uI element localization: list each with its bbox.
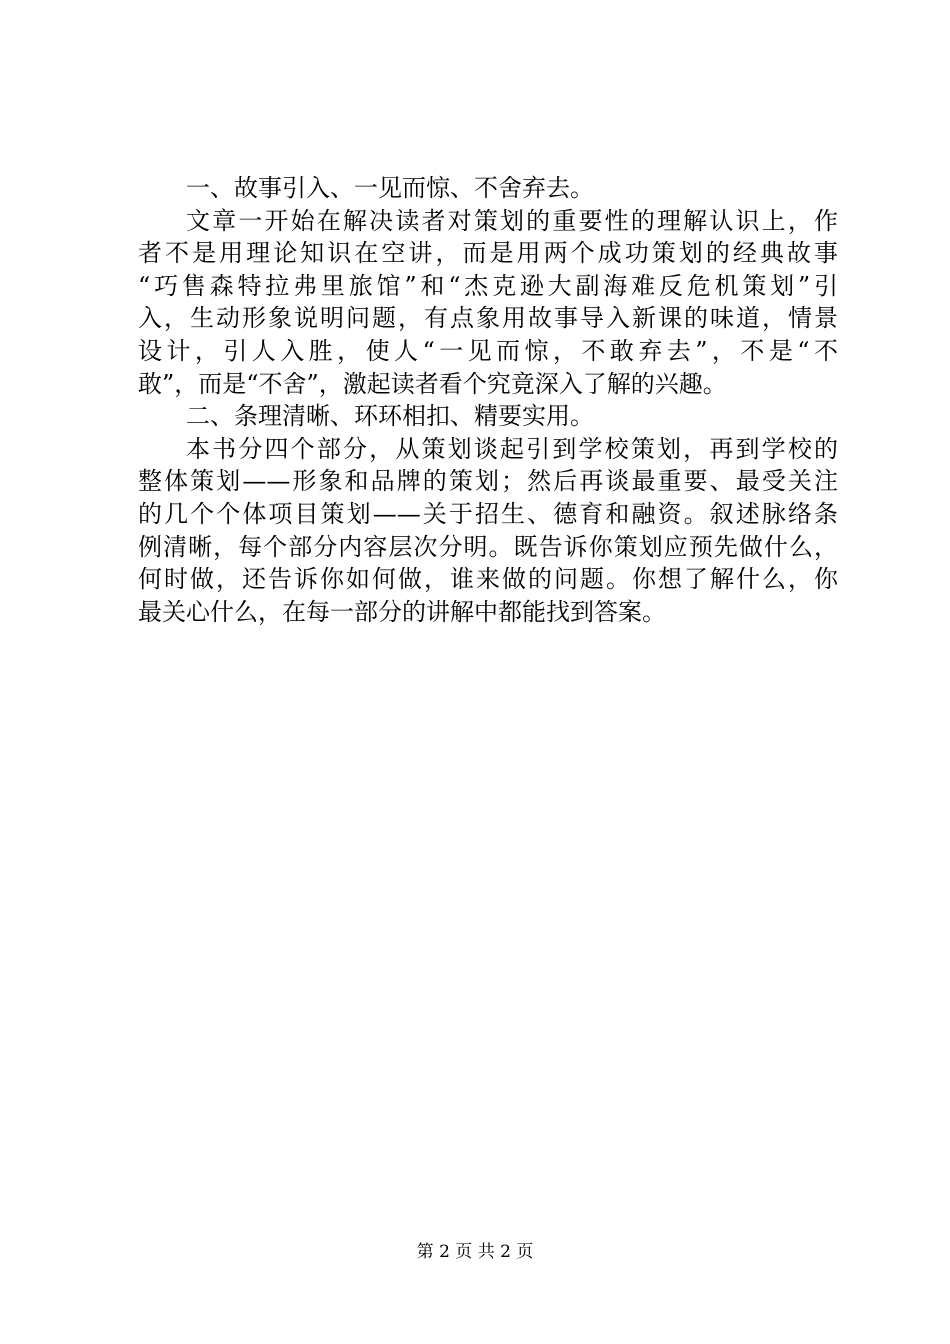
paragraph-line: 何时做，还告诉你如何做，谁来做的问题。你想了解什么，你 — [138, 565, 838, 594]
paragraph-line: 本书分四个部分，从策划谈起引到学校策划，再到学校的 — [186, 434, 838, 463]
paragraph-line: 敢”，而是“不舍”，激起读者看个究竟深入了解的兴趣。 — [138, 369, 727, 398]
document-body — [138, 172, 838, 628]
paragraph-line: “巧售森特拉弗里旅馆”和“杰克逊大副海难反危机策划”引 — [138, 271, 838, 300]
section-heading-2: 二、条理清晰、环环相扣、精要实用。 — [186, 402, 594, 431]
paragraph-line: 文章一开始在解决读者对策划的重要性的理解认识上，作 — [186, 206, 838, 235]
section-heading-1: 一、故事引入、一见而惊、不舍弃去。 — [186, 174, 594, 202]
paragraph-line: 例清晰，每个部分内容层次分明。既告诉你策划应预先做什么， — [138, 532, 838, 561]
paragraph-line: 者不是用理论知识在空讲，而是用两个成功策划的经典故事 — [138, 239, 838, 268]
page-number-footer: 第 2 页 共 2 页 — [416, 1242, 534, 1262]
paragraph-line: 设计，引人入胜，使人“一见而惊，不敢弃去”，不是“不 — [138, 336, 838, 365]
paragraph-line: 的几个个体项目策划——关于招生、德育和融资。叙述脉络条 — [138, 499, 838, 528]
paragraph-line: 最关心什么，在每一部分的讲解中都能找到答案。 — [138, 597, 666, 626]
paragraph-line: 整体策划——形象和品牌的策划；然后再谈最重要、最受关注 — [138, 467, 838, 496]
paragraph-line: 入，生动形象说明问题，有点象用故事导入新课的味道，情景 — [138, 304, 838, 333]
